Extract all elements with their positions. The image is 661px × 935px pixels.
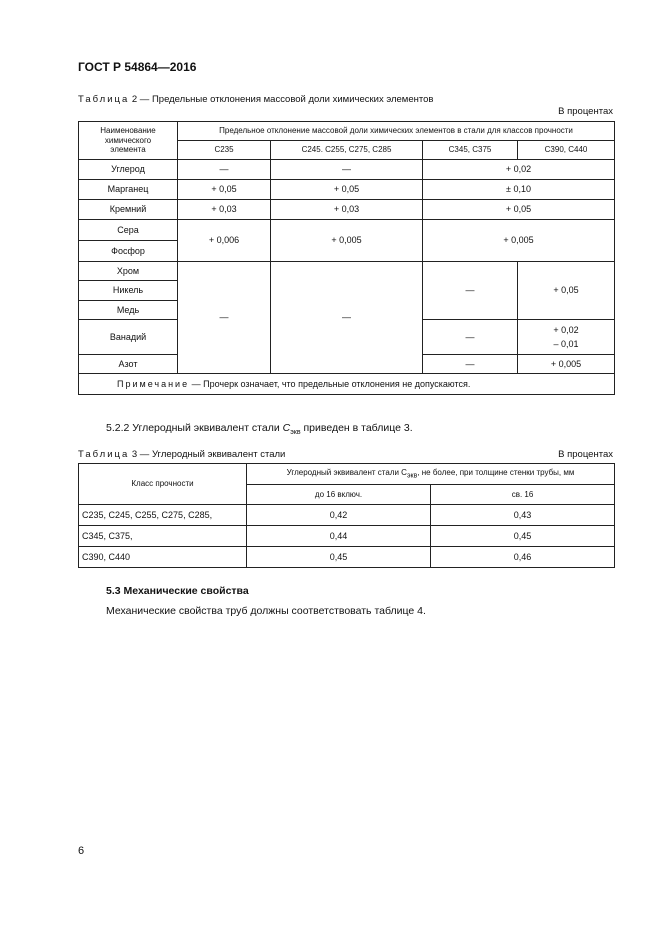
cell-value: + 0,005 [271, 220, 423, 262]
col-header-c235: С235 [178, 141, 271, 160]
cell-value: + 0,05 [178, 180, 271, 200]
element-name: Сера [79, 220, 178, 241]
cell-value: — [423, 355, 518, 374]
cell-value: + 0,05 [423, 200, 615, 220]
cell-value: 0,42 [247, 505, 431, 526]
carbon-equivalent-subscript: экв [290, 429, 301, 437]
table3-caption-label: Таблица [78, 449, 130, 460]
cell-value-line: + 0,02 [553, 324, 579, 335]
cell-value: 0,45 [431, 526, 615, 547]
col-header-over16: св. 16 [431, 485, 615, 505]
element-name: Фосфор [79, 241, 178, 262]
col-header-subscript: экв [406, 472, 418, 480]
col-header-group [247, 464, 615, 485]
section-53-text: Механические свойства труб должны соответствовать таблице 4. [106, 605, 426, 617]
table2 [78, 121, 615, 395]
element-name: Медь [79, 301, 178, 320]
table2-caption [78, 94, 433, 105]
paragraph-text: 5.2.2 Углеродный эквивалент стали [106, 422, 283, 434]
table-row [79, 547, 615, 568]
col-header-group: Предельное отклонение массовой доли химических элементов в стали для классов прочности [178, 122, 615, 141]
cell-value: + 0,05 [271, 180, 423, 200]
col-header-element: Наименование химического элемента [79, 122, 178, 160]
cell-value: — [178, 160, 271, 180]
col-header-c245: С245. С255, С275, С285 [271, 141, 423, 160]
table-note-text: — Прочерк означает, что предельные отклонения не допускаются. [189, 378, 471, 389]
section-53-title: 5.3 Механические свойства [106, 585, 249, 597]
col-header-text: Углеродный эквивалент стали С [286, 467, 407, 477]
class-name: С345, С375, [79, 526, 247, 547]
cell-value: 0,45 [247, 547, 431, 568]
table2-caption-label: Таблица [78, 94, 130, 105]
cell-value: + 0,03 [178, 200, 271, 220]
table3-units: В процентах [558, 449, 613, 460]
page-number: 6 [78, 845, 85, 857]
carbon-equivalent-symbol: С [282, 422, 291, 434]
cell-value: — [423, 320, 518, 355]
element-name: Углерод [79, 160, 178, 180]
table-row [79, 262, 615, 281]
element-name: Никель [79, 281, 178, 301]
cell-value: 0,46 [431, 547, 615, 568]
cell-value: + 0,05 [518, 262, 615, 320]
table-row [79, 180, 615, 200]
table-row [79, 200, 615, 220]
cell-value: — [271, 262, 423, 374]
cell-value: — [423, 262, 518, 320]
cell-value [518, 320, 615, 355]
table2-units: В процентах [558, 106, 613, 117]
cell-value-line: – 0,01 [553, 338, 579, 349]
paragraph-text: приведен в таблице 3. [300, 422, 413, 434]
element-name: Хром [79, 262, 178, 281]
table-row [79, 526, 615, 547]
paragraph-522 [106, 422, 413, 436]
table3-caption-text: 3 — Углеродный эквивалент стали [129, 449, 286, 460]
col-header-c345: С345, С375 [423, 141, 518, 160]
table-row [79, 505, 615, 526]
col-header-c390: С390, С440 [518, 141, 615, 160]
col-header-class: Класс прочности [79, 464, 247, 505]
element-name: Азот [79, 355, 178, 374]
table3-caption [78, 449, 285, 460]
cell-value: + 0,005 [518, 355, 615, 374]
class-name: С235, С245, С255, С275, С285, [79, 505, 247, 526]
table2-caption-text: 2 — Предельные отклонения массовой доли химических элементов [129, 94, 434, 105]
col-header-text: , не более, при толщине стенки трубы, мм [417, 467, 575, 477]
class-name: С390, С440 [79, 547, 247, 568]
element-name: Ванадий [79, 320, 178, 355]
table-note [79, 374, 615, 395]
cell-value: 0,43 [431, 505, 615, 526]
cell-value: + 0,03 [271, 200, 423, 220]
table-note-row [79, 374, 615, 395]
col-header-upto16: до 16 включ. [247, 485, 431, 505]
cell-value: + 0,02 [423, 160, 615, 180]
table-row [79, 160, 615, 180]
table-note-label: Примечание [117, 378, 190, 389]
cell-value: + 0,005 [423, 220, 615, 262]
document-header: ГОСТ Р 54864—2016 [78, 60, 197, 74]
cell-value: + 0,006 [178, 220, 271, 262]
cell-value: ± 0,10 [423, 180, 615, 200]
element-name: Кремний [79, 200, 178, 220]
table3 [78, 463, 615, 568]
cell-value: — [178, 262, 271, 374]
table-row [79, 220, 615, 241]
cell-value: 0,44 [247, 526, 431, 547]
cell-value: — [271, 160, 423, 180]
element-name: Марганец [79, 180, 178, 200]
